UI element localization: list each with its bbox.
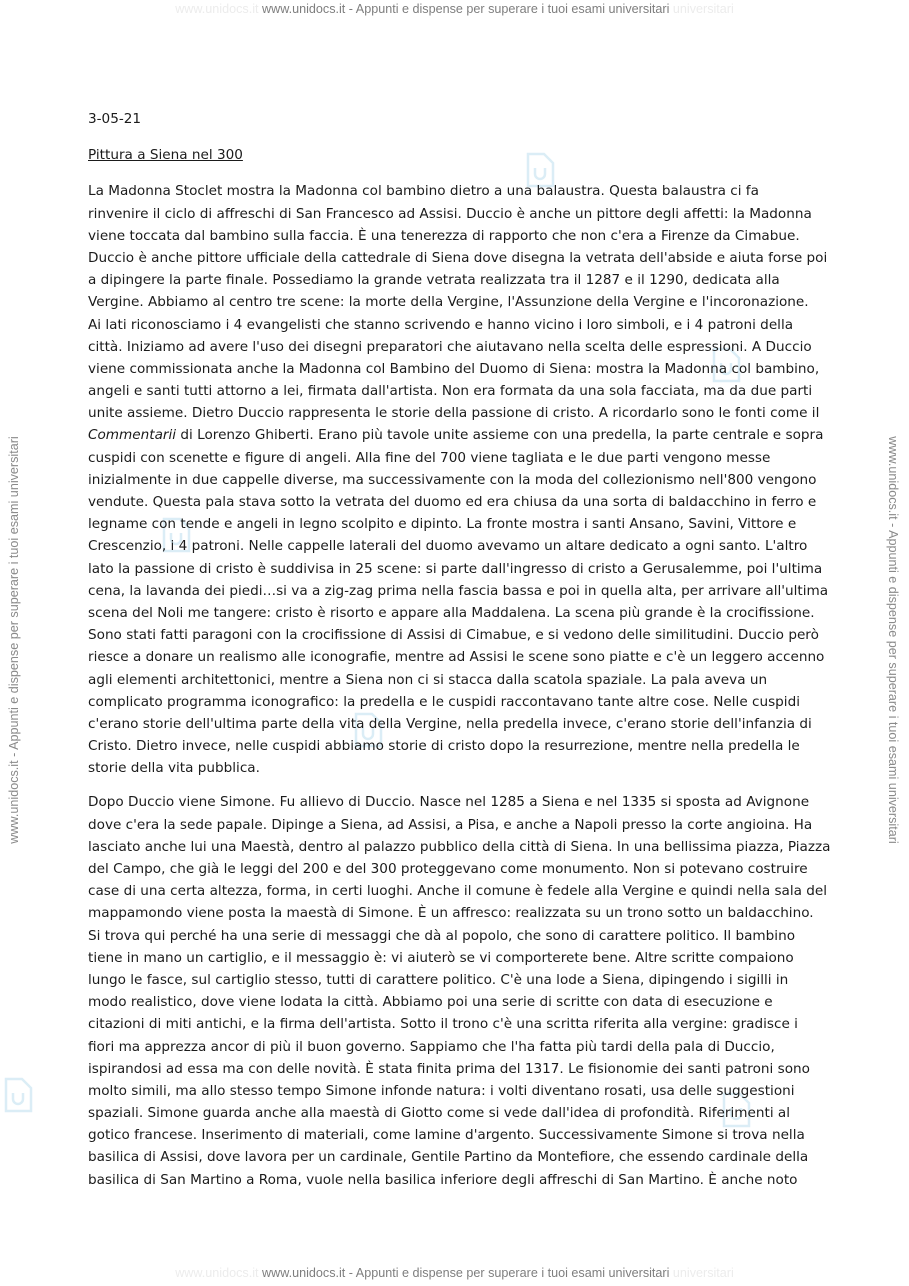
text-line: storie della vita pubblica. (88, 760, 260, 777)
text-line: tiene in mano un cartiglio, e il messaggio è: vi aiuterò se vi comporterete bene. Altre scritte compaiono (88, 949, 794, 966)
text-line: spaziali. Simone guarda anche alla maestà di Giotto come si vede dall'idea di profondità. Riferimenti al (88, 1105, 791, 1122)
text-line: gotico francese. Inserimento di materiali, come lamine d'argento. Successivamente Simone si trova nella (88, 1127, 805, 1144)
text-line: La Madonna Stoclet mostra la Madonna col bambino dietro a una balaustra. Questa balaustra ci fa (88, 183, 759, 200)
text-line: inizialmente in due cappelle diverse, ma successivamente con la moda del collezionismo nell'800 vengono (88, 471, 817, 488)
text-line: Vergine. Abbiamo al centro tre scene: la morte della Vergine, l'Assunzione della Vergine e l'incoronazione. (88, 294, 809, 311)
italic-title: Commentarii (88, 427, 177, 444)
document-body (88, 108, 830, 1203)
ghost-watermark-right: universitari (672, 1266, 734, 1280)
text-line: angeli e santi tutti attorno a lei, firmata dall'artista. Non era formata da una sola facciata, ma da due parti (88, 383, 813, 400)
ghost-watermark-right: universitari (672, 2, 734, 16)
header-watermark-text: www.unidocs.it - Appunti e dispense per superare i tuoi esami universitari (262, 2, 670, 16)
footer-watermark (0, 1266, 909, 1280)
paragraph-simone (88, 791, 830, 1190)
text-line: viene commissionata anche la Madonna col Bambino del Duomo di Siena: mostra la Madonna col bambino, (88, 360, 820, 377)
text-line: cuspidi con scenette e figure di angeli. Alla fine del 700 viene tagliata e le due parti vengono messe (88, 449, 771, 466)
header-watermark (0, 2, 909, 16)
text-line: Duccio è anche pittore ufficiale della cattedrale di Siena dove disegna la vetrata dell'abside e aiuta forse poi (88, 249, 828, 266)
text-line: Cristo. Dietro invece, nelle cuspidi abbiamo storie di cristo dopo la resurrezione, mentre nella predella le (88, 738, 800, 755)
text-line-mixed (88, 424, 830, 446)
text-line: molto simili, ma allo stesso tempo Simone infonde natura: i volti diventano rosati, usa delle suggestioni (88, 1082, 795, 1099)
text-line: riesce a donare un realismo alle iconografie, mentre ad Assisi le scene sono piatte e c'è un leggero accenno (88, 649, 825, 666)
ghost-watermark-left: www.unidocs.it (175, 2, 259, 16)
text-line: Si trova qui perché ha una serie di messaggi che dà al popolo, che sono di carattere politico. Il bambino (88, 927, 796, 944)
text-line: fiori ma apprezza ancor di più il buon governo. Sappiamo che l'ha fatta più tardi della pala di Duccio, (88, 1038, 775, 1055)
right-side-watermark: www.unidocs.it - Appunti e dispense per superare i tuoi esami universitari (886, 436, 900, 844)
footer-watermark-text: www.unidocs.it - Appunti e dispense per superare i tuoi esami universitari (262, 1266, 670, 1280)
text-line: città. Iniziamo ad avere l'uso dei disegni preparatori che aiutavano nella scelta delle espressioni. A Duccio (88, 338, 812, 355)
text-line: basilica di Assisi, dove lavora per un cardinale, Gentile Partino da Montefiore, che essendo cardinale della (88, 1149, 809, 1166)
text-line: lungo le fasce, sul cartiglio stesso, tutti di carattere politico. C'è una lode a Siena, dipingendo i sigilli in (88, 971, 789, 988)
text-line: basilica di San Martino a Roma, vuole nella basilica inferiore degli affreschi di San Martino. È anche noto (88, 1171, 798, 1188)
text-line: ispirandosi ad essa ma con delle novità. È stata finita prima del 1317. Le fisionomie dei santi patroni sono (88, 1060, 810, 1077)
text-line: cena, la lavanda dei piedi…si va a zig-zag prima nella fascia bassa e poi in quella alta, per arrivare all'ultima (88, 582, 829, 599)
text-line: Ai lati riconosciamo i 4 evangelisti che stanno scrivendo e hanno vicino i loro simboli, e i 4 patroni della (88, 316, 794, 333)
text-line: Dopo Duccio viene Simone. Fu allievo di Duccio. Nasce nel 1285 a Siena e nel 1335 si sposta ad Avignone (88, 794, 810, 811)
text-line: Sono stati fatti paragoni con la crocifissione di Assisi di Cimabue, e si vedono delle similitudini. Duccio però (88, 627, 819, 644)
text-line: case di una certa altezza, forma, in certi luoghi. Anche il comune è fedele alla Vergine e quindi nella sala del (88, 883, 828, 900)
document-date: 3-05-21 (88, 111, 142, 127)
paragraph-duccio (88, 180, 830, 779)
text-line: c'erano storie dell'ultima parte della vita della Vergine, nella predella invece, c'erano storie dell'infanzia di (88, 715, 812, 732)
text-line: vendute. Questa pala stava sotto la vetrata del duomo ed era chiusa da una sorta di baldacchino in ferro e (88, 494, 817, 510)
text-line: a dipingere la parte finale. Possediamo la grande vetrata realizzata tra il 1287 e il 1290, dedicata alla (88, 272, 780, 289)
text-line: unite assieme. Dietro Duccio rappresenta le storie della passione di cristo. A ricordarlo sono le fonti come il (88, 405, 820, 422)
ghost-watermark-left: www.unidocs.it (175, 1266, 259, 1280)
text-line: dove c'era la sede papale. Dipinge a Siena, ad Assisi, a Pisa, e anche a Napoli presso la corte angioina. Ha (88, 816, 813, 833)
text-segment: di Lorenzo Ghiberti. Erano più tavole unite assieme con una predella, la parte centrale e sopra (176, 427, 824, 444)
text-line: agli elementi architettonici, mentre a Siena non ci si stacca dalla scatola spaziale. La pala aveva un (88, 671, 768, 688)
text-line: scena del Noli me tangere: cristo è risorto e appare alla Maddalena. La scena più grande è la crocifissione. (88, 604, 815, 621)
text-line: complicato programma iconografico: la predella e le cuspidi raccontavano tante altre cose. Nelle cuspidi (88, 693, 800, 710)
text-line: viene toccata dal bambino sulla faccia. È una tenerezza di rapporto che non c'era a Firenze da Cimabue. (88, 227, 800, 244)
text-line: lasciato anche lui una Maestà, dentro al palazzo pubblico della città di Siena. In una bellissima piazza, Piazza (88, 838, 831, 855)
unidocs-logo-icon (0, 1075, 36, 1115)
text-line: legname con tende e angeli in legno scolpito e dipinto. La fronte mostra i santi Ansano, Savini, Vittore e (88, 516, 797, 533)
text-line: citazioni di miti antichi, e la firma dell'artista. Sotto il trono c'è una scritta riferita alla vergine: gradisce i (88, 1016, 798, 1033)
text-line: rinvenire il ciclo di affreschi di San Francesco ad Assisi. Duccio è anche un pittore degli affetti: la Madonna (88, 205, 812, 222)
text-line: lato la passione di cristo è suddivisa in 25 scene: si parte dall'ingresso di cristo a Gerusalemme, poi l'ultima (88, 560, 823, 577)
text-line: modo realistico, dove viene lodata la città. Abbiamo poi una serie di scritte con data di esecuzione e (88, 994, 773, 1011)
text-line: del Campo, che già le leggi del 200 e del 300 proteggevano come monumento. Non si potevano costruire (88, 861, 808, 877)
document-title: Pittura a Siena nel 300 (88, 147, 243, 164)
text-line: Crescenzio, i 4 patroni. Nelle cappelle laterali del duomo avevamo un altare dedicato a ogni santo. L'altro (88, 538, 808, 555)
left-side-watermark: www.unidocs.it - Appunti e dispense per superare i tuoi esami universitari (7, 436, 21, 844)
text-line: mappamondo viene posta la maestà di Simone. È un affresco: realizzata su un trono sotto un baldacchino. (88, 905, 814, 922)
